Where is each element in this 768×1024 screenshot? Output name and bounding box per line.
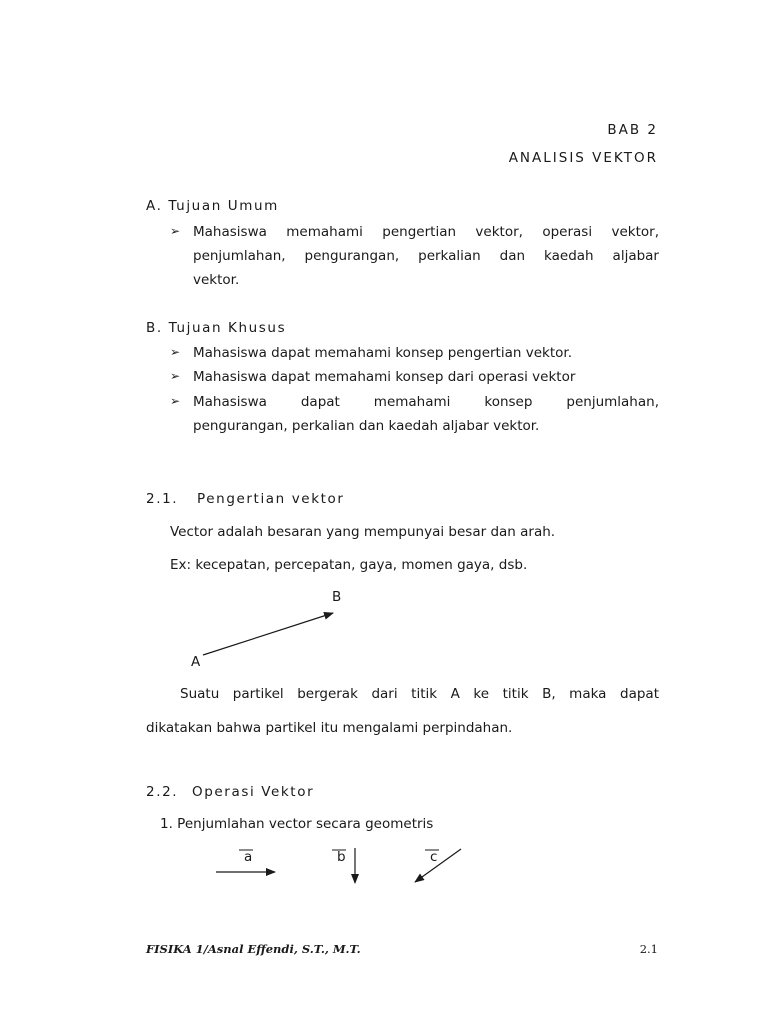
specific-goal-item-line-1: Mahasiswa dapat memahami konsep penjumlahan, xyxy=(193,394,659,410)
section-number: 2.1. xyxy=(146,491,179,507)
vector-label-c: c xyxy=(430,849,438,865)
specific-goals-heading: B. Tujuan Khusus xyxy=(146,320,287,336)
bullet-arrow-icon: ➢ xyxy=(170,224,181,238)
displacement-paragraph-line-2: dikatakan bahwa partikel itu mengalami perpindahan. xyxy=(146,720,513,736)
general-goal-line-1: Mahasiswa memahami pengertian vektor, operasi vektor, xyxy=(193,224,659,240)
point-label-a: A xyxy=(191,654,201,670)
section-title: Pengertian vektor xyxy=(197,491,345,507)
section-number: 2.2. xyxy=(146,784,179,800)
point-label-b: B xyxy=(332,589,342,605)
specific-goal-item-line-2: pengurangan, perkalian dan kaedah aljabar vektor. xyxy=(193,418,540,434)
vector-c-arrow xyxy=(415,849,461,882)
chapter-label: BAB 2 xyxy=(607,122,658,138)
operation-item: 1. Penjumlahan vector secara geometris xyxy=(160,816,434,832)
vector-definition: Vector adalah besaran yang mempunyai besar dan arah. xyxy=(170,524,556,540)
specific-goal-item: Mahasiswa dapat memahami konsep pengertian vektor. xyxy=(193,345,572,361)
chapter-title: ANALISIS VEKTOR xyxy=(508,150,658,166)
vector-label-b: b xyxy=(337,849,346,865)
footer-author: FISIKA 1/Asnal Effendi, S.T., M.T. xyxy=(146,942,361,956)
bullet-arrow-icon: ➢ xyxy=(170,394,181,408)
general-goal-line-3: vektor. xyxy=(193,272,240,288)
general-goals-heading: A. Tujuan Umum xyxy=(146,198,279,214)
vector-ab-arrow xyxy=(203,613,333,655)
specific-goal-item: Mahasiswa dapat memahami konsep dari operasi vektor xyxy=(193,369,576,385)
displacement-paragraph-line-1: Suatu partikel bergerak dari titik A ke titik B, maka dapat xyxy=(180,686,659,702)
bullet-arrow-icon: ➢ xyxy=(170,369,181,383)
general-goal-line-2: penjumlahan, pengurangan, perkalian dan kaedah aljabar xyxy=(193,248,659,264)
page-number: 2.1 xyxy=(639,942,658,956)
bullet-arrow-icon: ➢ xyxy=(170,345,181,359)
section-title: Operasi Vektor xyxy=(192,784,315,800)
vector-examples: Ex: kecepatan, percepatan, gaya, momen gaya, dsb. xyxy=(170,557,528,573)
vector-label-a: a xyxy=(244,849,253,865)
